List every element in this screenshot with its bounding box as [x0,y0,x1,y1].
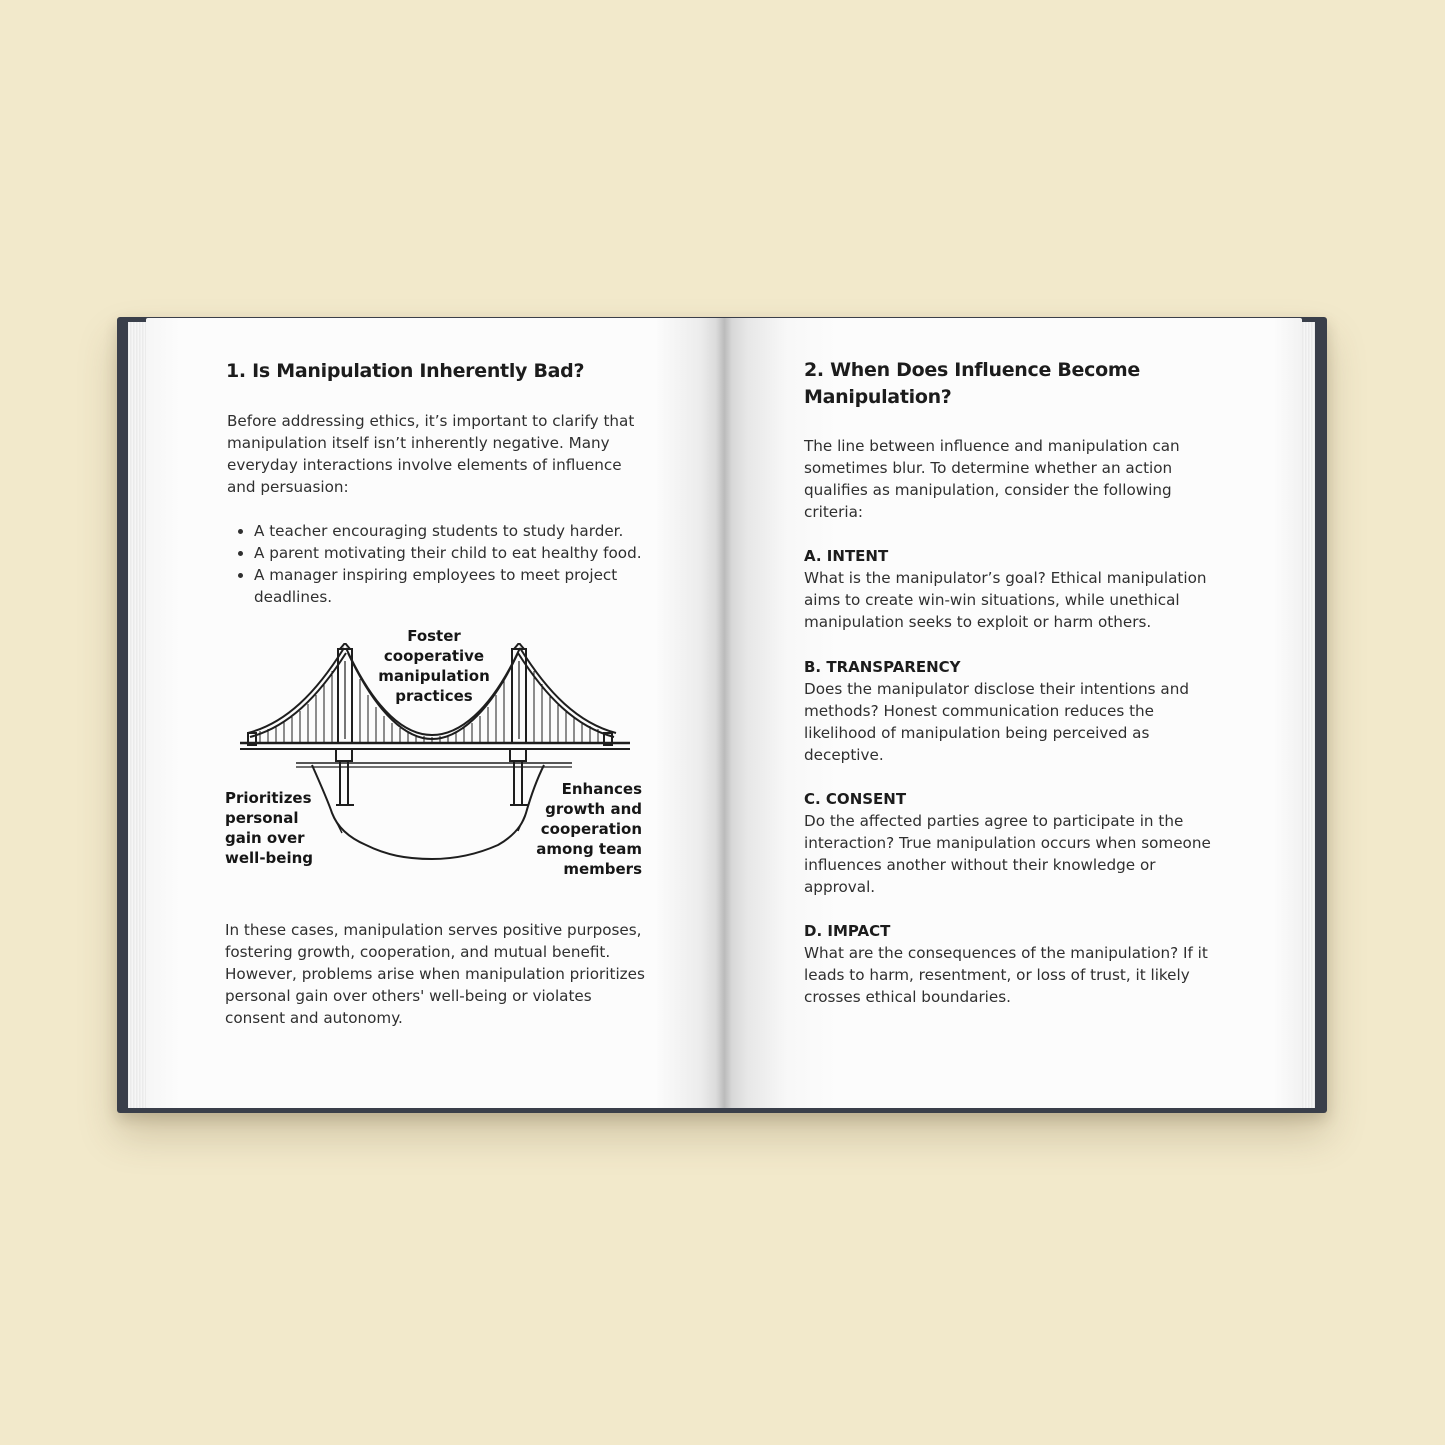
criterion-body: Does the manipulator disclose their intentions and methods? Honest communication reduces the likelihood of manipulation being perceived as deceptive. [804,680,1189,764]
left-page [146,318,724,1108]
criterion-body: What are the consequences of the manipulation? If it leads to harm, resentment, or loss of trust, it likely crosses ethical boundaries. [804,944,1208,1006]
list-item: • A teacher encouraging students to study harder. [254,520,664,542]
criterion-consent [804,788,1224,898]
criterion-title: D. IMPACT [804,922,891,940]
criterion-transparency [804,656,1224,766]
book-gutter [716,318,732,1108]
criterion-body: Do the affected parties agree to participate in the interaction? True manipulation occurs when someone influences another without their knowledge or approval. [804,812,1211,896]
list-item: • A parent motivating their child to eat healthy food. [254,542,664,564]
diagram-left-label: Prioritizes personal gain over well-being [225,789,314,867]
criterion-title: B. TRANSPARENCY [804,658,961,676]
criterion-title: C. CONSENT [804,790,907,808]
left-page-intro: Before addressing ethics, it’s important to clarify that manipulation itself isn’t inherently negative. Many everyday interactions involve elements of influence and persuasion: [227,412,635,496]
diagram-top-label: Foster cooperative manipulation practices [378,627,490,705]
right-page-intro: The line between influence and manipulation can sometimes blur. To determine whether an action qualifies as manipulation, consider the following criteria: [804,437,1180,521]
left-page-heading: 1. Is Manipulation Inherently Bad? [226,360,585,382]
criterion-body: What is the manipulator’s goal? Ethical manipulation aims to create win-win situations, while unethical manipulation seeks to exploit or harm others. [804,569,1207,631]
diagram-right-label: Enhances growth and cooperation among team members [536,780,642,878]
criterion-intent [804,545,1224,633]
criterion-title: A. INTENT [804,547,889,565]
right-page [724,318,1302,1108]
criterion-impact [804,920,1224,1008]
left-page-conclusion: In these cases, manipulation serves positive purposes, fostering growth, cooperation, and mutual benefit. However, problems arise when manipulation prioritizes personal gain over others' well-being or violates consent and autonomy. [225,921,645,1027]
right-page-heading: 2. When Does Influence Become Manipulation? [804,359,1140,408]
list-item: • A manager inspiring employees to meet project deadlines. [254,564,664,608]
example-list [226,520,664,608]
